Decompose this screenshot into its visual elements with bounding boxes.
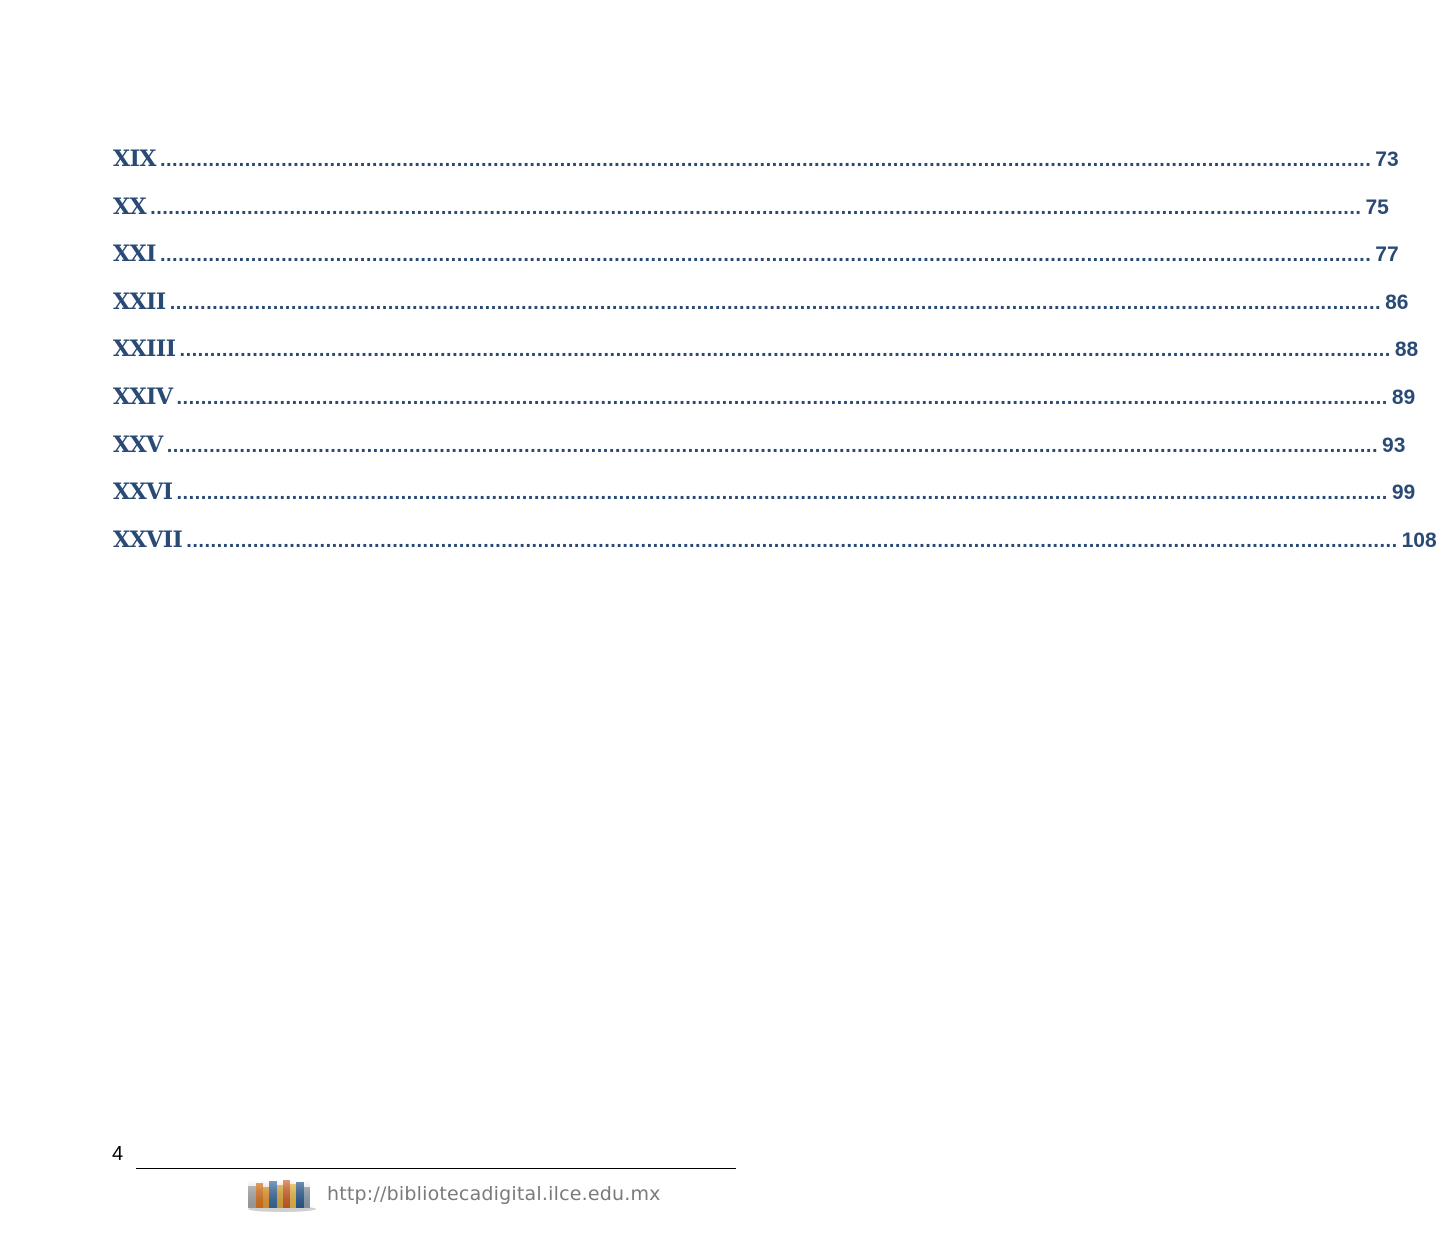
toc-dot-leader: ........................................................................................................................................................................................................ [186,529,1398,552]
toc-entry-label: XXV [113,431,163,458]
footer-divider [136,1168,736,1169]
toc-entry-label: XIX [113,146,156,172]
toc-entry[interactable] [113,193,1389,242]
toc-entry[interactable] [113,146,1399,194]
toc-dot-leader: ........................................................................................................................................................................................................ [150,196,1362,219]
toc-dot-leader: ........................................................................................................................................................................................................ [176,482,1388,505]
toc-dot-leader: ........................................................................................................................................................................................................ [159,149,1372,171]
toc-entry[interactable] [113,479,1416,527]
toc-entry-label: XXVII [113,526,183,553]
toc-entry-page: 75 [1365,195,1389,219]
toc-entry[interactable] [113,526,1437,575]
footer-url-link[interactable]: http://bibliotecadigital.ilce.edu.mx [327,1183,661,1205]
toc-entry-page: 88 [1394,338,1419,362]
toc-entry-page: 99 [1391,481,1416,505]
toc-dot-leader: ........................................................................................................................................................................................................ [179,339,1391,362]
toc-entry[interactable] [113,431,1406,480]
bookshelf-logo-icon [246,1178,318,1212]
toc-dot-leader: ........................................................................................................................................................................................................ [169,291,1382,314]
toc-entry[interactable] [113,336,1419,384]
toc-entry-label: XXIII [113,336,176,363]
toc-entry[interactable] [113,288,1409,337]
table-of-contents [113,146,1437,574]
toc-entry[interactable] [113,241,1399,289]
toc-entry-page: 73 [1375,148,1399,171]
toc-entry-page: 77 [1375,243,1399,267]
toc-dot-leader: ........................................................................................................................................................................................................ [166,434,1379,457]
toc-entry-page: 93 [1382,433,1406,457]
toc-entry[interactable] [113,383,1416,432]
toc-dot-leader: ........................................................................................................................................................................................................ [176,386,1388,409]
toc-entry-label: XX [113,193,147,220]
toc-entry-label: XXI [113,241,156,268]
toc-entry-label: XXIV [113,383,173,410]
toc-entry-page: 108 [1401,528,1437,552]
toc-entry-page: 86 [1385,290,1409,314]
toc-entry-label: XXVI [113,479,173,506]
page-number: 4 [112,1143,124,1165]
toc-entry-label: XXII [113,288,166,315]
toc-dot-leader: ........................................................................................................................................................................................................ [159,244,1372,267]
toc-entry-page: 89 [1391,385,1416,409]
